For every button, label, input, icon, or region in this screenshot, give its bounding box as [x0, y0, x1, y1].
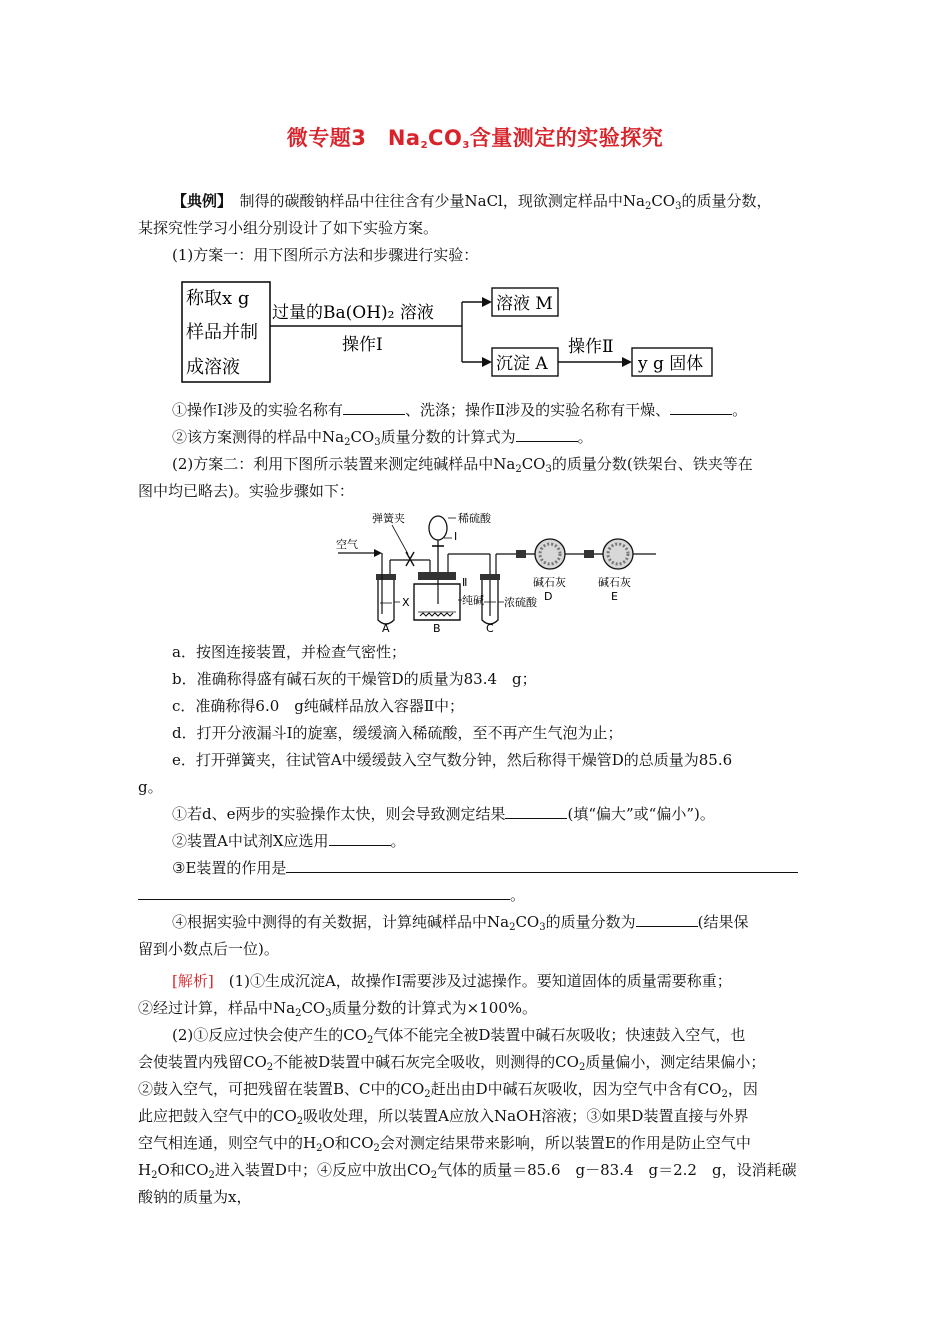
step-b: b．准确称得盛有碱石灰的干燥管D的质量为83.4 g；	[172, 670, 537, 688]
step-d: d．打开分液漏斗Ⅰ的旋塞，缓缓滴入稀硫酸，至不再产生气泡为止；	[172, 724, 623, 742]
analysis-line-6: 此应把鼓入空气中的$CO_2$吸收处理，所以装置A应放入NaOH溶液；③如果D装置直接与外界	[138, 1107, 749, 1127]
analysis-tag: [解析]	[172, 972, 214, 990]
plan2-line-1: (2)方案二：利用下图所示装置来测定纯碱样品中$Na_2CO_3$的质量分数(铁架台、铁夹等在	[172, 455, 753, 475]
plan1-question-1: ①操作Ⅰ涉及的实验名称有 、洗涤；操作Ⅱ涉及的实验名称有干燥、 。	[172, 401, 748, 419]
label-acid: 稀硫酸	[458, 512, 491, 525]
flow-op2-label: 操作Ⅱ	[568, 337, 614, 357]
apparatus-diagram	[330, 508, 662, 632]
analysis-line-1: [解析] (1)①生成沉淀A，故操作Ⅰ需要涉及过滤操作。要知道固体的质量需要称重；	[172, 972, 732, 990]
intro-line-2: 某探究性学习小组分别设计了如下实验方案。	[138, 219, 439, 237]
label-soda: 纯碱	[462, 594, 484, 607]
flow-precipitate-a: 沉淀 A	[496, 354, 548, 374]
plan2-question-3: ③E装置的作用是	[172, 857, 828, 879]
label-x: X	[402, 596, 410, 609]
plan2-question-2: ②装置A中试剂X应选用 。	[172, 832, 406, 850]
label-e: E	[611, 590, 618, 603]
flow-op1-label: 操作Ⅰ	[342, 335, 383, 355]
flow-reagent-label: 过量的Ba(OH)₂ 溶液	[272, 303, 434, 323]
label-a: A	[382, 622, 390, 632]
label-funnel-i: Ⅰ	[454, 530, 458, 543]
label-air: 空气	[336, 538, 358, 551]
label-conc-acid: 浓硫酸	[504, 596, 537, 609]
flow-box1-line2: 样品并制	[186, 322, 258, 343]
analysis-line-9: 酸钠的质量为x，	[138, 1188, 252, 1206]
flow-box1-line1: 称取x g	[186, 288, 250, 309]
plan2-line-2: 图中均已略去)。实验步骤如下：	[138, 482, 354, 500]
flow-solid: y g 固体	[638, 354, 704, 374]
step-a: a．按图连接装置，并检查气密性；	[172, 643, 406, 661]
analysis-line-7: 空气相连通，则空气中的$H_2O$和$CO_2$会对测定结果带来影响，所以装置E的作用是防止空气中	[138, 1134, 751, 1154]
analysis-line-5: ②鼓入空气，可把残留在装置B、C中的$CO_2$赶出由D中碱石灰吸收，因为空气中含有$CO_2$，因	[138, 1080, 758, 1100]
label-lime-e: 碱石灰	[598, 576, 631, 589]
label-lime-d: 碱石灰	[533, 576, 566, 589]
label-c: C	[486, 622, 494, 632]
flow-solution-m: 溶液 M	[496, 294, 553, 314]
step-e-line-1: e．打开弹簧夹，往试管A中缓缓鼓入空气数分钟，然后称得干燥管D的总质量为85.6	[172, 751, 733, 769]
plan2-question-4-cont: 留到小数点后一位)。	[138, 940, 279, 958]
label-clamp: 弹簧夹	[372, 512, 405, 525]
page-title: 微专题3 $Na_2CO_3$含量测定的实验探究	[286, 126, 664, 151]
label-vessel-ii: Ⅱ	[462, 576, 468, 589]
plan1-question-2: ②该方案测得的样品中$Na_2CO_3$质量分数的计算式为 。	[172, 428, 593, 448]
step-c: c．准确称得6.0 g纯碱样品放入容器Ⅱ中；	[172, 697, 465, 715]
label-b: B	[433, 622, 441, 632]
step-e-line-2: g。	[138, 778, 163, 796]
plan1-flowchart	[180, 280, 720, 386]
analysis-line-8: $H_2O$和$CO_2$进入装置D中；④反应中放出$CO_2$气体的质量＝85.6 g－83.4 g＝2.2 g，设消耗碳	[138, 1161, 797, 1181]
analysis-line-4: 会使装置内残留$CO_2$不能被D装置中碱石灰完全吸收，则测得的$CO_2$质量偏小，测定结果偏小；	[138, 1053, 766, 1073]
plan1-heading: (1)方案一：用下图所示方法和步骤进行实验：	[172, 246, 479, 264]
label-d: D	[544, 590, 553, 603]
intro-line-1: 【典例】 制得的碳酸钠样品中往往含有少量NaCl，现欲测定样品中$Na_2CO_3$的质量分数，	[172, 192, 772, 212]
plan2-question-4: ④根据实验中测得的有关数据，计算纯碱样品中$Na_2CO_3$的质量分数为 (结果保	[172, 913, 749, 933]
analysis-line-2: ②经过计算，样品中$Na_2CO_3$质量分数的计算式为×100%。	[138, 999, 538, 1019]
analysis-line-3: (2)①反应过快会使产生的$CO_2$气体不能完全被D装置中碱石灰吸收；快速鼓入空气，也	[172, 1026, 746, 1046]
plan2-question-1: ①若d、e两步的实验操作太快，则会导致测定结果 (填“偏大”或“偏小”)。	[172, 805, 715, 823]
plan2-question-3-cont: 。	[138, 884, 828, 906]
flow-box1-line3: 成溶液	[186, 357, 240, 378]
